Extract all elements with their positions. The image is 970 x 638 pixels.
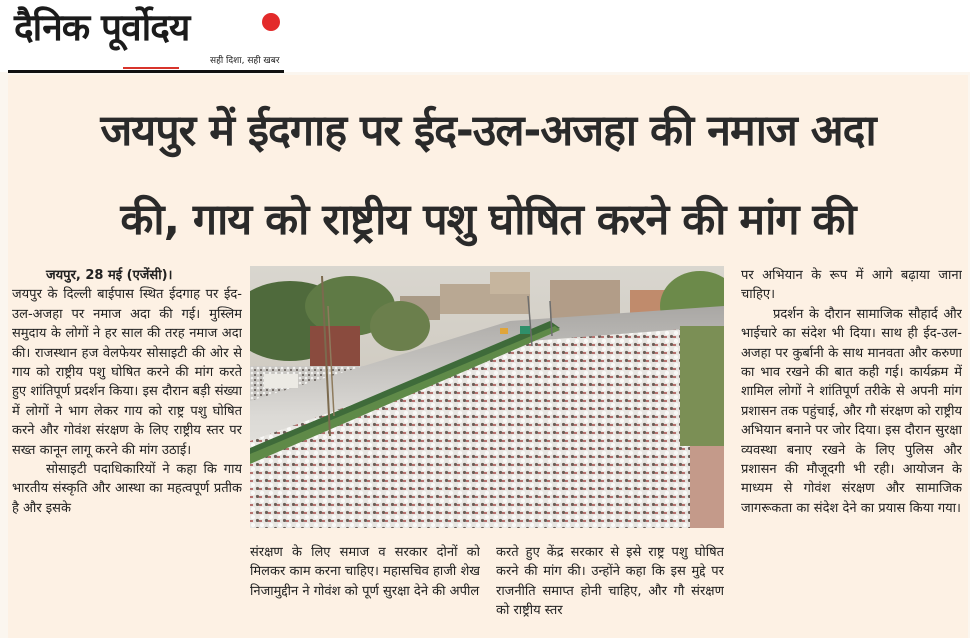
article-paragraph: संरक्षण के लिए समाज व सरकार दोनों को मिलकर काम करना चाहिए। महासचिव हाजी शेख निजामुद्दीन ने गोवंश को पूर्ण सुरक्षा देने की अपील <box>250 545 480 599</box>
article-paragraph: सोसाइटी पदाधिकारियों ने कहा कि गाय भारतीय संस्कृति और आस्था का महत्वपूर्ण प्रतीक है और इसके <box>12 462 242 516</box>
article-dateline: जयपुर, 28 मई (एजेंसी)। <box>46 268 173 283</box>
masthead-divider <box>8 70 284 73</box>
article-column-1 <box>12 266 242 634</box>
article-column-4 <box>741 266 962 634</box>
masthead <box>0 0 970 72</box>
article-headline <box>8 87 968 265</box>
article-paragraph: जयपुर के दिल्ली बाईपास स्थित ईदगाह पर ईद-उल-अजहा पर नमाज अदा की गई। मुस्लिम समुदाय के लोगों ने हर साल की तरह नमाज अदा की। राजस्थान हज वेलफेयर सोसाइटी की ओर से गाय को राष्ट्रीय पशु घोषित करने की मांग करते हुए शांतिपूर्ण प्रदर्शन किया। इस दौरान बड़ी संख्या में लोगों ने भाग लेकर गाय को राष्ट्र पशु घोषित करने और गोवंश संरक्षण के लिए राष्ट्रीय स्तर पर सख्त कानून लागू करने की मांग उठाई। <box>12 287 242 458</box>
article-paragraph: प्रदर्शन के दौरान सामाजिक सौहार्द और भाईचारे का संदेश भी दिया। साथ ही ईद-उल-अजहा पर कुर्बानी के साथ मानवता और करुणा का भाव रखने की बात कही गई। कार्यक्रम में शामिल लोगों ने शांतिपूर्ण तरीके से अपनी मांग प्रशासन तक पहुंचाई, और गौ संरक्षण को राष्ट्रीय अभियान बनाने पर जोर दिया। इस दौरान सुरक्षा व्यवस्था बनाए रखने के लिए पुलिस और प्रशासन की मौजूदगी भी रही। आयोजन के माध्यम से गोवंश संरक्षण और सामाजिक जागरूकता का संदेश देने का प्रयास किया गया। <box>741 306 962 516</box>
newspaper-tagline: सही दिशा, सही खबर <box>210 56 280 66</box>
eid-prayer-crowd-image <box>250 266 724 528</box>
article-column-3 <box>496 543 724 635</box>
headline-line-2: की, गाय को राष्ट्रीय पशु घोषित करने की मांग की <box>120 195 856 245</box>
article-paragraph: पर अभियान के रूप में आगे बढ़ाया जाना चाहिए। <box>741 268 962 303</box>
logo-dot-icon <box>262 13 280 31</box>
headline-line-1: जयपुर में ईदगाह पर ईद-उल-अजहा की नमाज अदा <box>100 106 876 156</box>
newspaper-logo: दैनिक पूर्वोदय <box>14 6 190 49</box>
article-paragraph: करते हुए केंद्र सरकार से इसे राष्ट्र पशु घोषित करने की मांग की। उन्होंने कहा कि इस मुद्दे पर राजनीति समाप्त होनी चाहिए, और गौ संरक्षण को राष्ट्रीय स्तर <box>496 545 724 619</box>
article-photo <box>250 266 724 528</box>
logo-accent-line <box>123 67 179 69</box>
article-column-2 <box>250 543 480 635</box>
